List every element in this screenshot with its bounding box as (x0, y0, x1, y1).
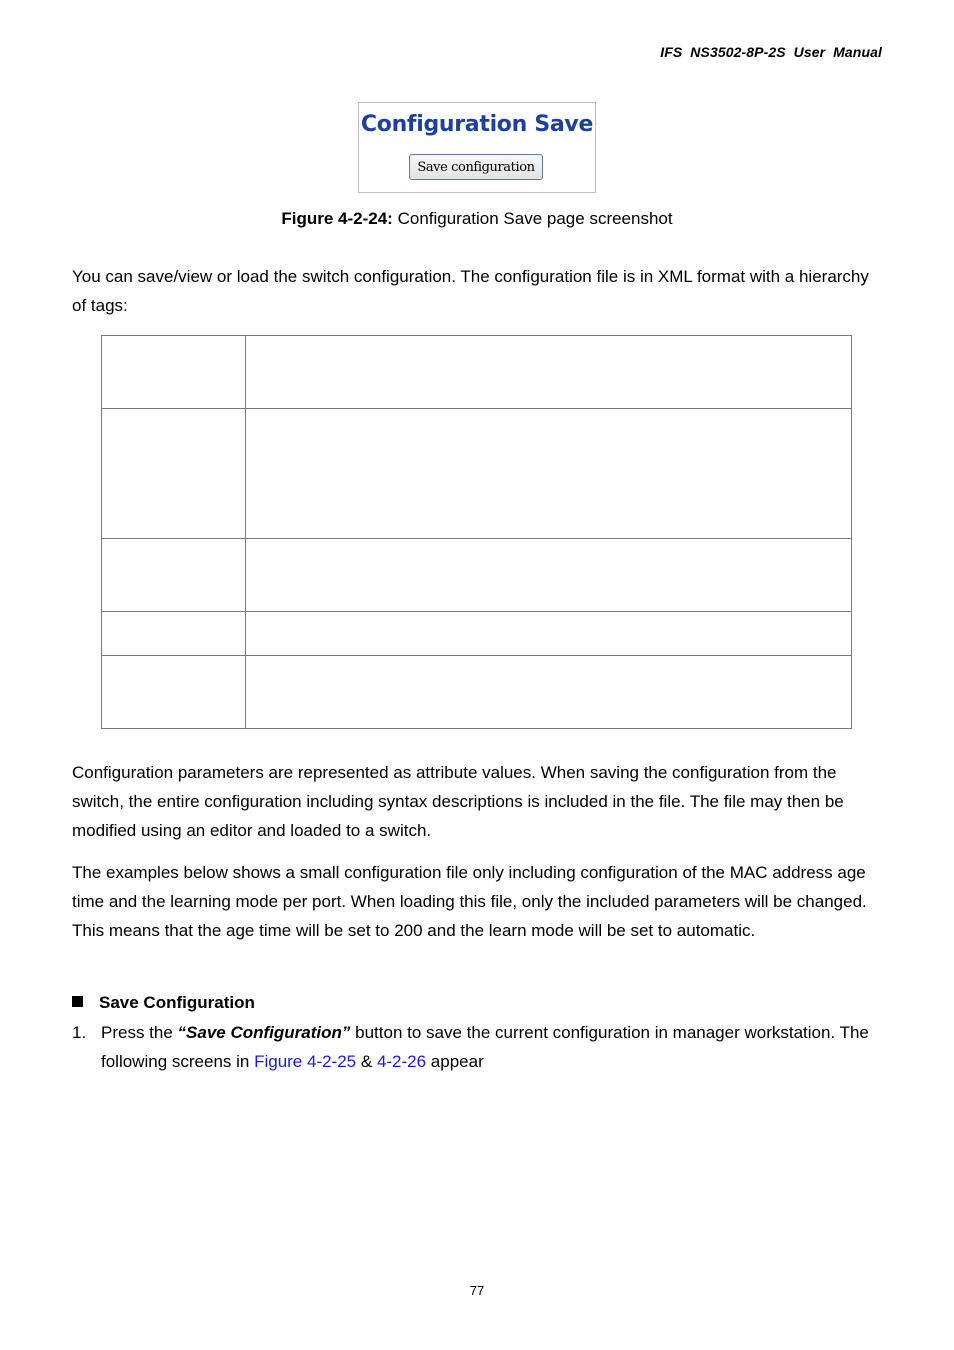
description-cell (246, 336, 852, 409)
figure-text: Configuration Save page screenshot (392, 209, 673, 228)
table-row (102, 539, 852, 612)
configuration-save-screenshot (358, 102, 596, 193)
xml-tag-table (101, 335, 852, 729)
table-row (102, 612, 852, 656)
page-number: 77 (469, 1283, 485, 1298)
step-1 (72, 1018, 882, 1076)
step-ampersand: & (356, 1052, 377, 1071)
tag-cell (102, 612, 246, 656)
figure-4-2-26-link[interactable]: 4-2-26 (376, 1052, 427, 1071)
square-bullet-icon (72, 996, 83, 1007)
example-paragraph: The examples below shows a small configuration file only including configuration of the MAC address age time and the learning mode per port. When loading this file, only the included parameters will be changed. This means that the age time will be set to 200 and the learn mode will be set to automatic. (72, 863, 867, 940)
tag-cell (102, 539, 246, 612)
intro-paragraph: You can save/view or load the switch configuration. The configuration file is in XML format with a hierarchy of tags: (72, 267, 869, 315)
tag-cell (102, 656, 246, 729)
figure-caption (0, 209, 954, 229)
step-emphasis: “Save Configuration” (177, 1023, 351, 1042)
table-row (102, 409, 852, 539)
step-prefix: Press the (101, 1023, 178, 1042)
description-cell (246, 409, 852, 539)
save-configuration-button[interactable]: Save configuration (409, 154, 543, 180)
step-text (101, 1018, 882, 1076)
description-cell (246, 612, 852, 656)
section-heading (72, 990, 255, 1016)
step-number: 1. (72, 1023, 87, 1042)
tag-cell (102, 336, 246, 409)
tag-cell (102, 409, 246, 539)
parameters-paragraph: Configuration parameters are represented as attribute values. When saving the configuration from the switch, the entire configuration including syntax descriptions is included in the file. The file may then be modified using an editor and loaded to a switch. (72, 763, 844, 840)
description-cell (246, 539, 852, 612)
figure-4-2-25-link[interactable]: Figure 4-2-25 (254, 1052, 357, 1071)
configuration-save-title: Configuration Save (360, 112, 594, 137)
table-row (102, 656, 852, 729)
description-cell (246, 656, 852, 729)
document-header: IFS NS3502-8P-2S User Manual (660, 44, 882, 60)
step-middle: button to save the current configuration in manager workstation. The following screens in (101, 1023, 869, 1071)
figure-label: Figure 4-2-24: (281, 209, 393, 228)
table-row (102, 336, 852, 409)
step-suffix: appear (426, 1052, 484, 1071)
section-title: Save Configuration (99, 993, 255, 1012)
